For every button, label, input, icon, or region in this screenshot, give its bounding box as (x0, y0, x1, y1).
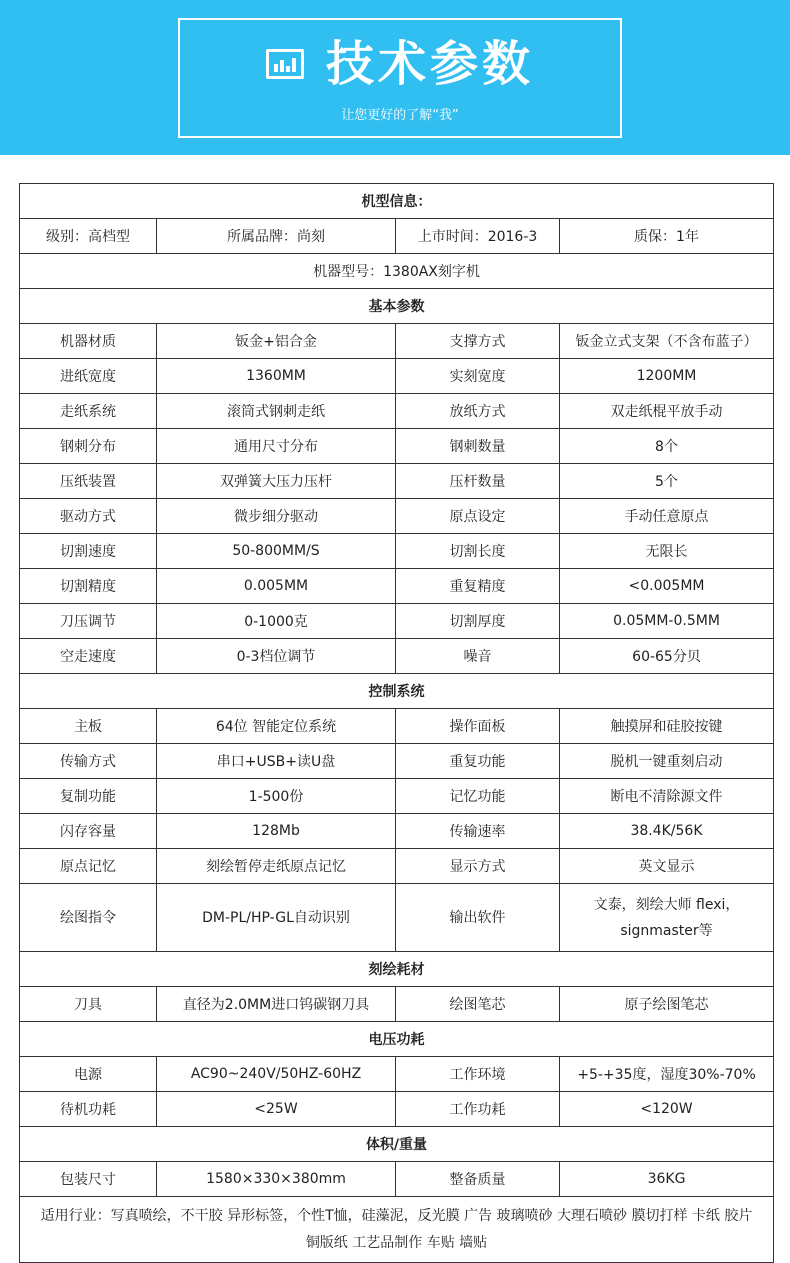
spec-value-cell: 5个 (560, 464, 774, 499)
table-row (20, 254, 774, 289)
spec-label-cell: 压杆数量 (396, 464, 560, 499)
spec-label-cell: 显示方式 (396, 849, 560, 884)
spec-label-cell: 钢刺数量 (396, 429, 560, 464)
spec-value-cell: 手动任意原点 (560, 499, 774, 534)
spec-label-cell: 绘图笔芯 (396, 987, 560, 1022)
spec-label-cell: 传输方式 (20, 744, 157, 779)
spec-value-cell: +5-+35度，湿度30%-70% (560, 1057, 774, 1092)
spec-value-cell: 原子绘图笔芯 (560, 987, 774, 1022)
section-row (20, 952, 774, 987)
spec-value-cell: 通用尺寸分布 (157, 429, 396, 464)
spec-label-cell: 主板 (20, 709, 157, 744)
bar-chart-icon (266, 49, 304, 79)
table-row (20, 1197, 774, 1263)
spec-label-cell: 实刻宽度 (396, 359, 560, 394)
spec-value-cell: 1200MM (560, 359, 774, 394)
table-row (20, 987, 774, 1022)
section-header-basic: 基本参数 (20, 289, 774, 324)
spec-value-cell: 0-1000克 (157, 604, 396, 639)
section-row (20, 1022, 774, 1057)
spec-label-cell: 整备质量 (396, 1162, 560, 1197)
spec-value-cell: 8个 (560, 429, 774, 464)
spec-value-cell: 微步细分驱动 (157, 499, 396, 534)
spec-value-cell: 断电不清除源文件 (560, 779, 774, 814)
page-subtitle: 让您更好的了解“我” (341, 108, 459, 123)
spec-label-cell: 空走速度 (20, 639, 157, 674)
banner-frame (178, 18, 622, 138)
spec-label-cell: 刀具 (20, 987, 157, 1022)
brand-cell: 所属品牌：尚刻 (157, 219, 396, 254)
warranty-cell: 质保：1年 (560, 219, 774, 254)
section-header-consumables: 刻绘耗材 (20, 952, 774, 987)
spec-label-cell: 走纸系统 (20, 394, 157, 429)
table-row (20, 394, 774, 429)
spec-value-cell: 英文显示 (560, 849, 774, 884)
spec-value-cell: 0-3档位调节 (157, 639, 396, 674)
spec-value-cell: <120W (560, 1092, 774, 1127)
spec-value-cell: 38.4K/56K (560, 814, 774, 849)
section-header-control: 控制系统 (20, 674, 774, 709)
spec-value-cell: 128Mb (157, 814, 396, 849)
section-row (20, 1127, 774, 1162)
spec-label-cell: 工作环境 (396, 1057, 560, 1092)
spec-label-cell: 传输速率 (396, 814, 560, 849)
spec-label-cell: 工作功耗 (396, 1092, 560, 1127)
level-cell: 级别：高档型 (20, 219, 157, 254)
table-row (20, 569, 774, 604)
spec-label-cell: 原点记忆 (20, 849, 157, 884)
spec-value-cell: 1580×330×380mm (157, 1162, 396, 1197)
section-row (20, 289, 774, 324)
spec-table (19, 183, 774, 1263)
spec-value-cell: 双走纸棍平放手动 (560, 394, 774, 429)
industries-cell: 适用行业：写真喷绘，不干胶 异形标签，个性T恤，硅藻泥，反光膜 广告 玻璃喷砂 大理石喷砂 膜切打样 卡纸 胶片 铜版纸 工艺品制作 车贴 墙贴 (20, 1197, 774, 1263)
table-row (20, 499, 774, 534)
spec-label-cell: 进纸宽度 (20, 359, 157, 394)
spec-label-cell: 放纸方式 (396, 394, 560, 429)
spec-label-cell: 待机功耗 (20, 1092, 157, 1127)
spec-label-cell: 切割厚度 (396, 604, 560, 639)
spec-label-cell: 记忆功能 (396, 779, 560, 814)
table-row (20, 814, 774, 849)
section-header-power: 电压功耗 (20, 1022, 774, 1057)
section-header-machine-info: 机型信息： (20, 184, 774, 219)
section-row (20, 184, 774, 219)
page-title: 技术参数 (325, 36, 534, 92)
spec-label-cell: 支撑方式 (396, 324, 560, 359)
spec-label-cell: 切割长度 (396, 534, 560, 569)
table-row (20, 324, 774, 359)
table-row (20, 1092, 774, 1127)
spec-label-cell: 包装尺寸 (20, 1162, 157, 1197)
spec-value-cell (560, 884, 774, 952)
output-software-line: signmaster等 (620, 922, 713, 939)
spec-label-cell: 切割精度 (20, 569, 157, 604)
spec-value-cell: 1-500份 (157, 779, 396, 814)
spec-label-cell: 驱动方式 (20, 499, 157, 534)
spec-value-cell: 双弹簧大压力压杆 (157, 464, 396, 499)
table-row (20, 359, 774, 394)
table-row (20, 779, 774, 814)
spec-label-cell: 切割速度 (20, 534, 157, 569)
spec-value-cell: <25W (157, 1092, 396, 1127)
spec-value-cell: 60-65分贝 (560, 639, 774, 674)
banner-title-row (180, 32, 620, 96)
output-software-line: 文泰，刻绘大师 flexi， (593, 896, 740, 913)
spec-value-cell: 脱机一键重刻启动 (560, 744, 774, 779)
spec-value-cell: 直径为2.0MM进口钨碳钢刀具 (157, 987, 396, 1022)
spec-label-cell: 噪音 (396, 639, 560, 674)
spec-label-cell: 重复功能 (396, 744, 560, 779)
table-row (20, 464, 774, 499)
spec-value-cell: 36KG (560, 1162, 774, 1197)
section-header-size: 体积/重量 (20, 1127, 774, 1162)
spec-value-cell: AC90~240V/50HZ-60HZ (157, 1057, 396, 1092)
spec-value-cell: 0.005MM (157, 569, 396, 604)
launch-cell: 上市时间：2016-3 (396, 219, 560, 254)
spec-value-cell: 1360MM (157, 359, 396, 394)
spec-label-cell: 压纸装置 (20, 464, 157, 499)
table-row (20, 744, 774, 779)
spec-label-cell: 机器材质 (20, 324, 157, 359)
table-row (20, 534, 774, 569)
spec-value-cell: 无限长 (560, 534, 774, 569)
model-cell: 机器型号：1380AX刻字机 (20, 254, 774, 289)
spec-value-cell: 刻绘暂停走纸原点记忆 (157, 849, 396, 884)
spec-label-cell: 原点设定 (396, 499, 560, 534)
spec-value-cell: 钣金+铝合金 (157, 324, 396, 359)
spec-label-cell: 重复精度 (396, 569, 560, 604)
table-row (20, 219, 774, 254)
spec-value-cell: 0.05MM-0.5MM (560, 604, 774, 639)
table-row (20, 849, 774, 884)
spec-value-cell: 滚筒式钢刺走纸 (157, 394, 396, 429)
spec-value-cell: DM-PL/HP-GL自动识别 (157, 884, 396, 952)
spec-label-cell: 操作面板 (396, 709, 560, 744)
table-row (20, 639, 774, 674)
table-row (20, 604, 774, 639)
spec-value-cell: 50-800MM/S (157, 534, 396, 569)
spec-value-cell: <0.005MM (560, 569, 774, 604)
spec-value-cell: 64位 智能定位系统 (157, 709, 396, 744)
table-row (20, 1057, 774, 1092)
table-row (20, 709, 774, 744)
spec-value-cell: 触摸屏和硅胶按键 (560, 709, 774, 744)
spec-label-cell: 输出软件 (396, 884, 560, 952)
header-banner (0, 0, 790, 155)
spec-value-cell: 钣金立式支架（不含布蓝子） (560, 324, 774, 359)
section-row (20, 674, 774, 709)
spec-label-cell: 复制功能 (20, 779, 157, 814)
table-row (20, 429, 774, 464)
table-row (20, 1162, 774, 1197)
spec-label-cell: 刀压调节 (20, 604, 157, 639)
spec-label-cell: 绘图指令 (20, 884, 157, 952)
spec-label-cell: 电源 (20, 1057, 157, 1092)
spec-label-cell: 钢刺分布 (20, 429, 157, 464)
spec-label-cell: 闪存容量 (20, 814, 157, 849)
spec-value-cell: 串口+USB+读U盘 (157, 744, 396, 779)
table-row (20, 884, 774, 952)
